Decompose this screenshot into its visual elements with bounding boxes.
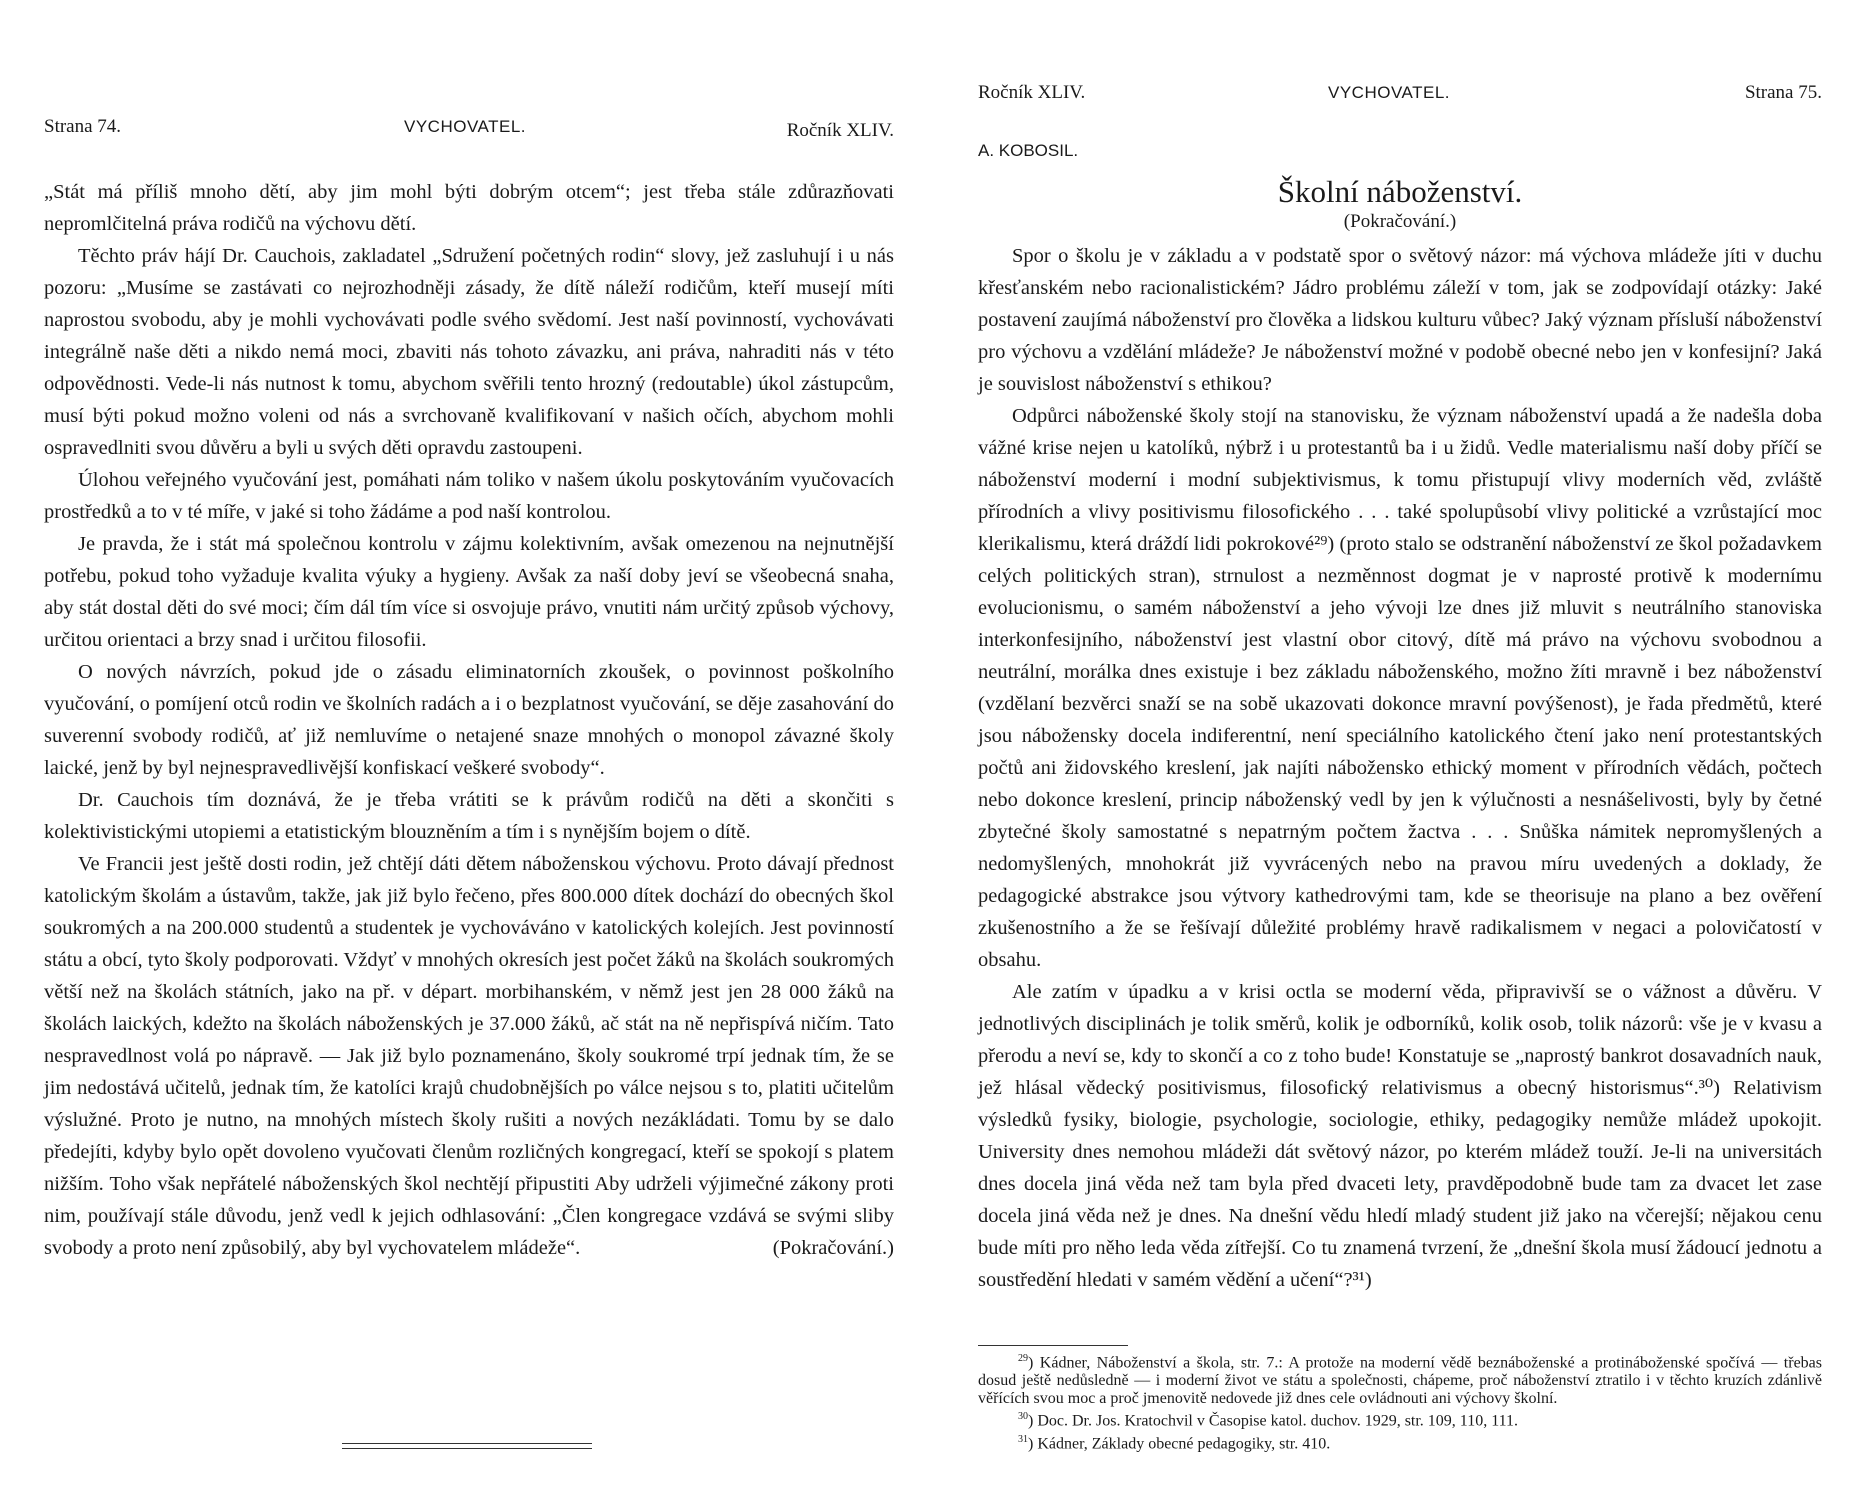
- paragraph-text: Ve Francii jest ještě dosti rodin, jež chtějí dáti dětem náboženskou výchovu. Proto dávají přednost katolickým školám a ústavům, takže, jak již bylo řečeno, přes 800.000 dítek dochází do obecných škol soukromých a na 200.000 studentů a studentek je vychováváno v katolických kolejích. Jest povinností státu a obcí, tyto školy podporovati. Vždyť v mnohých okresích jest počet žáků na školách soukromých větší než na školách státních, jako na př. v départ. morbihanském, v němž jest jen 28 000 žáků na školách laických, kdežto na školách náboženských je 37.000 žáků, ač stát na ně nepřispívá ničím. Tato nespravedlnost volá po nápravě. — Jak již bylo poznamenáno, školy soukromé trpí jednak tím, že se jim nedostává učitelů, jednak tím, že katolíci krajů chudobnějších po válce nejsou s to, platiti učitelům výslužné. Proto je nutno, na mnohých místech školy rušiti a nových nezákládati. Tomu by se dalo předejíti, kdyby bylo opět dovoleno vyučovati členům rozličných kongregací, kteří se spokojí s platem nižším. Toho však nepřátelé náboženských škol nechtějí připustiti Aby udrželi výjimečné zákony proti nim, používají stále důvodu, jenž vedl k jejich odhlasování: „Člen kongregace vzdává se svými sliby svobody a proto není způsobilý, aby byl vychovatelem mládeže“.: [44, 853, 894, 1259]
- paragraph: [978, 976, 1822, 1296]
- end-of-article-rule: [342, 1443, 592, 1453]
- paragraph-text: Dr. Cauchois tím doznává, že je třeba vrátiti se k právům rodičů na děti a skončiti s kolektivistickými utopiemi a etatistickým blouzněním a tím i s nynějším bojem o dítě.: [44, 789, 894, 843]
- footnote-number: 30: [1018, 1411, 1028, 1423]
- paragraph-text: Odpůrci náboženské školy stojí na stanovisku, že význam náboženství upadá a že nadešla doba vážné krise nejen u katolíků, nýbrž i u protestantů ba i u židů. Vedle materialismu naší doby příčí se náboženství moderní i modní subjektivismus, k tomu přistupují vlivy moderních věd, zvláště přírodních a vlivy positivismu filosofického . . . také spolupůsobí vlivy politické a vzrůstající moc klerikalismu, která dráždí lidi pokrokové²⁹) (proto stalo se odstranění náboženství ze škol požadavkem celých politických stran), strnulost a nezměnnost dogmat je v naprosté protivě k modernímu evolucionismu, o samém náboženství a jeho vývoji lze dnes již mluvit s neutrálního stanoviska interkonfesijního, náboženství jest vlastní obor citový, dítě má právo na výchovu svobodnou a neutrální, morálka dnes existuje i bez základu náboženského, možno žíti mravně i bez náboženství (vzdělaní bezvěrci snaží se na sobě ukazovati dokonce mravní povýšenost), je řada předmětů, které jsou nábožensky docela indiferentní, není speciálního katolického čtení jako není protestantských počtů ani židovského kreslení, jak najíti nábožensko ethický moment v přírodních vědách, počtech nebo dokonce kreslení, princip náboženský vedl by jen k výlučnosti a nesnášelivosti, byly by četné zbytečné školy samostatné s nepatrným počtem žactva . . . Snůška námitek nepromyšlených a nedomyšlených, mnohokrát již vyvrácených nebo na pravou míru uvedených a doklady, že pedagogické abstrakce jsou výtvory kathedrovými tam, kde se theorisuje na plano a bez ověření zkušenostního a že se řešívají důležité problémy hravě radikalismem v negaci a polovičatostí v obsahu.: [978, 405, 1822, 971]
- right-journal-title: VYCHOVATEL.: [1328, 83, 1451, 102]
- paragraph: [44, 240, 894, 464]
- article-subtitle: (Pokračování.): [1343, 211, 1457, 232]
- right-page: [978, 0, 1822, 1500]
- left-running-header: [44, 116, 894, 141]
- paragraph: [44, 656, 894, 784]
- paragraph-text: Ale zatím v úpadku a v krisi octla se moderní věda, připravivší se o vážnost a důvěru. V jednotlivých disciplinách je tolik směrů, kolik je odborníků, kolik osob, tolik názorů: vše je v kvasu a přerodu a neví se, kdy to skončí a co z toho bude! Konstatuje se „naprostý bankrot dosavadních nauk, jež hlásal vědecký positivismus, filosofický relativismus a obecný historismus“.³⁰) Relativism výsledků fysiky, biologie, psychologie, sociologie, ethiky, pedagogiky nemůže mládež upokojit. University dnes nemohou mládeži dát světový názor, po kterém mládež touží. Je-li na universitách dnes docela jiná věda než tam byla před dvaceti lety, pravděpodobně bude tam za dvacet let zase docela jiná věda než je dnes. Na dnešní vědu hledí mladý student již jako na včerejší; nějakou cenu bude míti pro něho leda věda zítřejší. Co tu znamená tvrzení, že „dnešní škola musí žádoucí jednotu a soustředění hledati v samém vědění a učení“?³¹): [978, 981, 1822, 1291]
- footnote-rule: [978, 1345, 1128, 1346]
- paragraph-text: Těchto práv hájí Dr. Cauchois, zakladatel „Sdružení početných rodin“ slovy, jež zasluhují i u nás pozoru: „Musíme se zastávati co nejrozhodněji zásady, že dítě náleží rodičům, kteří musejí míti naprostou svobodu, aby je mohli vychovávati podle svého svědomí. Jest naší povinností, vychovávati integrálně naše děti a nikdo nemá moci, zbaviti nás tohoto závazku, ani práva, nahraditi nás v této odpovědnosti. Vede-li nás nutnost k tomu, abychom svěřili tento hrozný (redoutable) úkol zástupcům, musí býti pokud možno voleni od nás a svrchovaně kvalifikovaní v našich očích, abychom mohli ospravedlniti svou důvěru a byli u svých děti opravdu zastoupeni.: [44, 245, 894, 459]
- paragraph: [44, 848, 894, 1264]
- paragraph: [44, 784, 894, 848]
- paragraph: [978, 240, 1822, 400]
- footnote: $^{29}$) Kádner, Náboženství a škola, str. 7.: A protože na moderní vědě beznáboženské a protináboženské spočívá — třebas dosud ještě nedůsledně — i moderní život ve státu a společnosti, chápeme, proč náboženství ztratilo i v těchto kruzích zdánlivě věřících svou moc a proč jmenovitě nedovede již dnes cele ovládnouti ani výchovy školní.: [978, 1353, 1823, 1408]
- article-title: Školní náboženství.: [1277, 174, 1523, 209]
- left-page: [44, 0, 894, 1500]
- right-body-text: [978, 138, 1822, 1296]
- left-volume: Ročník XLIV.: [786, 120, 894, 141]
- footnote: $^{31}$) Kádner, Základy obecné pedagogiky, str. 410.: [1018, 1433, 1331, 1452]
- footnote: $^{30}$) Doc. Dr. Jos. Kratochvil v Časopise katol. duchov. 1929, str. 109, 110, 111.: [1018, 1411, 1519, 1430]
- paragraph: [978, 400, 1822, 976]
- right-paragraphs: [978, 240, 1822, 1296]
- paragraph-text: „Stát má příliš mnoho dětí, aby jim mohl býti dobrým otcem“; jest třeba stále zdůrazňovati nepromlčitelná práva rodičů na výchovu dětí.: [44, 181, 894, 235]
- paragraph-text: O nových návrzích, pokud jde o zásadu eliminatorních zkoušek, o povinnost poškolního vyučování, o pomíjení otců rodin ve školních radách a i o bezplatnost vyučování, se děje zasahování do suverenní svobody rodičů, ať již nemluvíme o netajené snaze mnohých o monopol závazné školy laické, jenž by byl nejnespravedlivější konfiskací veškeré svobody“.: [44, 661, 894, 779]
- paragraph: [44, 528, 894, 656]
- paragraph-text: Je pravda, že i stát má společnou kontrolu v zájmu kolektivním, avšak omezenou na nejnutnější potřebu, pokud toho vyžaduje kvalita výuky a hygieny. Avšak za naší doby jeví se všeobecná snaha, aby stát dostal děti do své moci; čím dál tím více si osvojuje právo, vnutiti nám určitý způsob výchovy, určitou orientaci a brzy snad i určitou filosofii.: [44, 533, 894, 651]
- right-volume: Ročník XLIV.: [978, 82, 1086, 103]
- right-running-header: [978, 82, 1822, 104]
- left-page-number: Strana 74.: [44, 116, 122, 137]
- paragraph-text: Spor o školu je v základu a v podstatě spor o světový názor: má výchova mládeže jíti v duchu křesťanském nebo racionalistickém? Jádro problému záleží v tom, jak se zodpovídají otázky: Jaké postavení zaujímá náboženství pro člověka a lidskou kulturu vůbec? Jaký význam přísluší náboženství pro výchovu a vzdělání mládeže? Je náboženství možné v podobě obecné nebo jen v konfesijní? Jaká je souvislost náboženství s ethikou?: [978, 245, 1822, 395]
- continued-note: (Pokračování.): [772, 1237, 894, 1259]
- left-body-text: [44, 176, 894, 1264]
- right-page-number: Strana 75.: [1744, 82, 1822, 103]
- paragraph-text: Úlohou veřejného vyučování jest, pomáhati nám toliko v našem úkolu poskytováním vyučovacích prostředků a to v té míře, v jaké si toho žádáme a pod naší kontrolou.: [44, 469, 894, 523]
- paragraph: [44, 176, 894, 240]
- paragraph: [44, 464, 894, 528]
- footnote-text: Kádner, Náboženství a škola, str. 7.: A protože na moderní vědě beznáboženské a protináboženské spočívá — třebas dosud ještě nedůsledně — i moderní život ve státu a společnosti, chápeme, proč náboženství ztratilo i v těchto kruzích zdánlivě věřících svou moc a proč jmenovitě nedovede již dnes cele ovládnouti ani výchovy školní.: [978, 1354, 1823, 1408]
- footnote-text: Kádner, Základy obecné pedagogiky, str. 410.: [1037, 1434, 1331, 1452]
- article-author: A. KOBOSIL.: [978, 141, 1079, 160]
- left-journal-title: VYCHOVATEL.: [404, 117, 527, 136]
- footnote-text: Doc. Dr. Jos. Kratochvil v Časopise katol. duchov. 1929, str. 109, 110, 111.: [1037, 1412, 1519, 1430]
- footnotes: [978, 1350, 1822, 1453]
- footnote-number: 31: [1018, 1433, 1028, 1445]
- footnote-number: 29: [1018, 1353, 1028, 1364]
